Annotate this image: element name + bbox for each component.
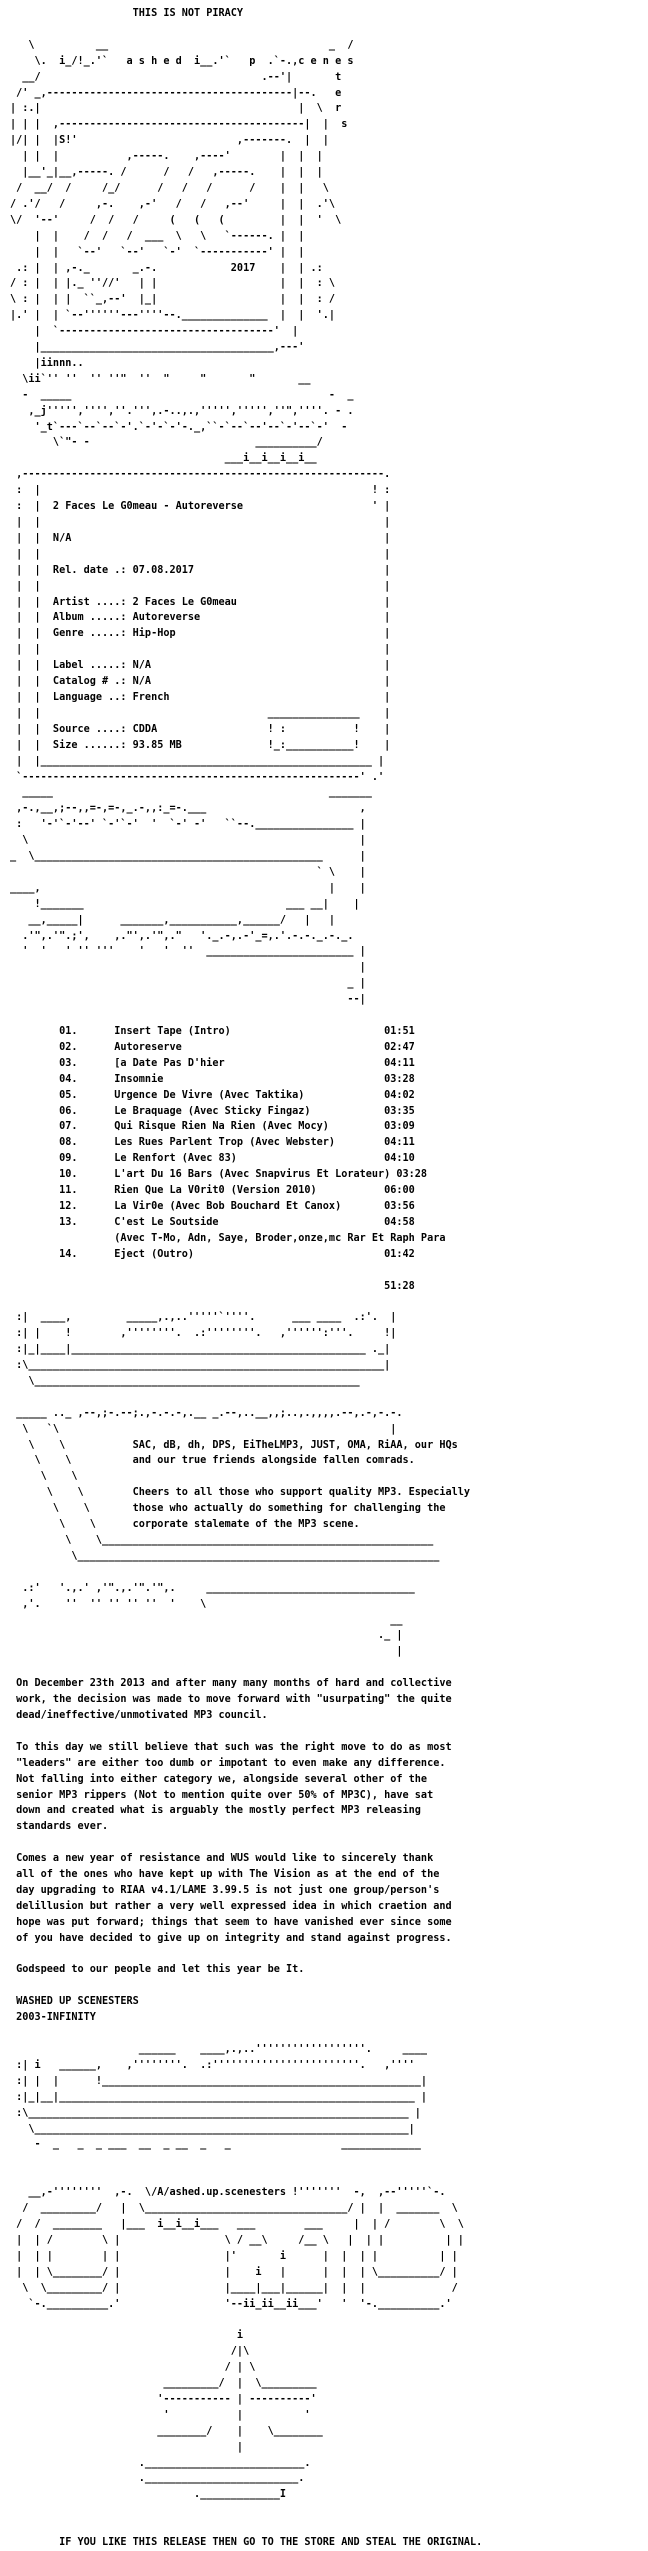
nfo-text-art: THIS IS NOT PIRACY \ __ _ / \. i_/!_.'` a s h e d i__.'` p .`-.,c e n e s __/ .--'| t /' _,----------------------------------------|--. e | :.| | \ r | | | ,----------------------------------------| | s |/| | |S!' ,-------. | | | | | ,-----. ,----' | | | |__'_|__,-----. / / / ,-----. | | | / __/ / /_/ / / / / | | \ / .'/ / ,-. ,-' / / ,--' | | .'\ \/ '--' / / / ( ( ( | | ' \ | | / / / ___ \ \ `------. | | | | `--' `--' `-' `-----------' | | .: | | ,-._ _.-. 2017 | | .: / : | | |._ ''//' | | | | : \ \ : | | | ``_,--' |_| | | : / |.' | | `--''''''---''''--.______________ | | '.| | `-----------------------------------' | |______________________________________,---' |iinnn.. \ii`'' '' '' ''" '' " " " __ - _____ - _ ,_j''''','''',''.''',.-..,.,''''',''''',''",''''. - . '_t`---`--`--`-'.`-'-`-'-._,``-`--`--'--`-'--`-' - \`"- - __________/ ___i__i__i__i__ ,-----------------------------------------------------------. : | ! : : | 2 Faces Le G0meau - Autoreverse ' | | | | | | N/A | | | | | | Rel. date .: 07.08.2017 | | | | | | Artist ....: 2 Faces Le G0meau | | | Album .....: Autoreverse | | | Genre .....: Hip-Hop | | | | | | Label .....: N/A | | | Catalog # .: N/A | | | Language ..: French | | | _______________ | | | Source ....: CDDA ! : ! | | | Size ......: 93.85 MB !_:___________! | | |______________________________________________________ | `-------------------------------------------------------' .' _____ _______ ,-.,__,;--,,=-,=-,_.-,,:_=-.___ , : '-'`-'--' `-'`-' ' `-' -' ``--.________________ | \ | _ \_______________________________________________ | ` \ | ____, | | !_______ ___ __| | __,_____| _______,___________,______/ | | .'",.'".;', ,."',.'",." '._.-,.-'_=,.'.-.-._.-._. ' ' ' '' ''' ' ' '' ________________________ | | _ | --| 01. Insert Tape (Intro) 01:51 02. Autoreserve 02:47 03. [a Date Pas D'hier 04:11 04. Insomnie 03:28 05. Urgence De Vivre (Avec Taktika) 04:02 06. Le Braquage (Avec Sticky Fingaz) 03:35 07. Qui Risque Rien Na Rien (Avec Mocy) 03:09 08. Les Rues Parlent Trop (Avec Webster) 04:11 09. Le Renfort (Avec 83) 04:10 10. L'art Du 16 Bars (Avec Snapvirus Et Lorateur) 03:28 11. Rien Que La V0rit0 (Version 2010) 06:00 12. La Vir0e (Avec Bob Bouchard Et Canox) 03:56 13. C'est Le Soutside 04:58 (Avec T-Mo, Adn, Saye, Broder,onze,mc Rar Et Raph Para 14. Eject (Outro) 01:42 51:28 :| ____, _____,.,..'''''`''''. ___ ____ .:'. | :| | ! ,''''''''. .:''''''''. ,'''''':'''. !| :|_|____|________________________________________________ ._| :\__________________________________________________________| \_____________________________________________________ _____ .._ ,--,;-.--;.,-.-.-,.__ _.--,..__,,;..,.,,,,.--,.-,-.-. \ `\ | \ \ SAC, dB, dh, DPS, EiTheLMP3, JUST, OMA, RiAA, our HQs \ \ and our true friends alongside fallen comrads. \ \ \ \ Cheers to all those who support quality MP3. Especially \ \ those who actually do something for challenging the \ \ corporate stalemate of the MP3 scene. \ \______________________________________________________ \___________________________________________________________ .:' '.,.' ,'".,.'".'",. __________________________________ ,'. '' '' '' '' '' ' \ __ ._ | | On December 23th 2013 and after many many months of hard and collective work, the decision was made to move forward with "usurpating" the quite dead/ineffective/unmotivated MP3 council. To this day we still believe that such was the right move to do as most "leaders" are either too dumb or impotant to even make any difference. Not falling into either category we, alongside several other of the senior MP3 rippers (Not to mention quite over 50% of MP3C), have sat down and created what is arguably the mostly perfect MP3 releasing standards ever. Comes a new year of resistance and WUS would like to sincerely thank all of the ones who have kept up with The Vision as at the end of the day upgrading to RIAA v4.1/LAME 3.99.5 is not just one group/person's delillusion but rather a very well expressed idea in which craetion and hope was put forward; things that seem to have vanished ever since some of you have decided to give up on integrity and stand against progress. Godspeed to our people and let this year be It. WASHED UP SCENESTERS 2003-INFINITY ______ ____,.,..''''''''''''''''''. ____ :| i ______, ,''''''''. .:''''''''''''''''''''''''. ,'''' :| | | !____________________________________________________| :|_|__|__________________________________________________________ | :\______________________________________________________________ | \_____________________________________________________________| - _ _ _ ___ __ _ __ _ _ _____________ __,-'''''''' ,-. \/A/ashed.up.scenesters !''''''' -, ,--'''''`-. / _________/ | \_________________________________/ | | _______ \ / / ________ |___ i__i__i___ ___ ___ | | / \ \ | | / \ | \ / __\ /__ \ | | | | | | | | | | |' i | | | | | | | | \________/ | | i | | | | \__________/ | \ \_________/ | |____|___|______| | | / `-.__________.' '--ii_ii__ii___' ' '-.__________.' i /|\ / | \ _________/ | \_________ '----------- | ----------' ' | ' ________/ | \________ | .__________________________. ._________________________. ._____________I IF YOU LIKE THIS RELEASE THEN GO TO THE STORE AND STEAL THE ORIGINAL.	[10, 8, 483, 2549]
